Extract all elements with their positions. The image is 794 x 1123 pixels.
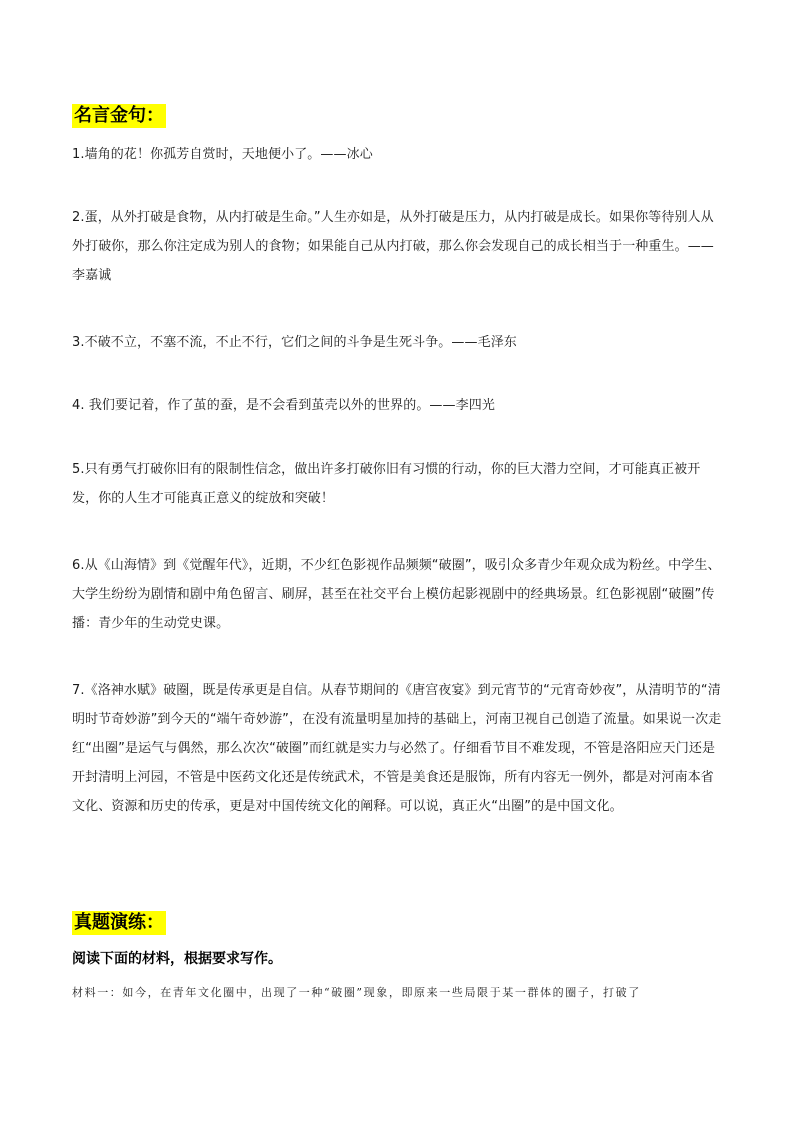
section-title-practice: 真题演练： <box>74 912 164 933</box>
quote-7: 7.《洛神水赋》破圈，既是传承更是自信。从春节期间的《唐宫夜宴》到元宵节的“元宵奇妙夜”，从清明节的“清明时节奇妙游”到今天的“端午奇妙游”，在没有流量明星加持的基础上，河南卫视自己创造了流量。如果说一次走红“出圈”是运气与偶然，那么次次“破圈”而红就是实力与必然了。仔细看节目不难发现，不管是洛阳应天门还是开封清明上河园，不管是中医药文化还是传统武术，不管是美食还是服饰，所有内容无一例外，都是对河南本省文化、资源和历史的传承，更是对中国传统文化的阐释。可以说，真正火“出圈”的是中国文化。 <box>72 683 722 814</box>
quote-3: 3.不破不立，不塞不流，不止不行，它们之间的斗争是生死斗争。——毛泽东 <box>72 335 517 350</box>
quote-6: 6.从《山海情》到《觉醒年代》，近期，不少红色影视作品频频“破圈”，吸引众多青少年观众成为粉丝。中学生、大学生纷纷为剧情和剧中角色留言、刷屏，甚至在社交平台上模仿起影视剧中的经典场景。红色影视剧“破圈”传播：青少年的生动党史课。 <box>72 558 721 631</box>
material-one-text: 材料一：如今，在青年文化圈中，出现了一种“破圈”现象，即原来一些局限于某一群体的圈子，打破了 <box>72 986 641 999</box>
section-title-quotes: 名言金句： <box>74 105 164 126</box>
quote-2: 2.蛋，从外打破是食物，从内打破是生命。”人生亦如是，从外打破是压力，从内打破是成长。如果你等待别人从外打破你，那么你注定成为别人的食物；如果能自己从内打破，那么你会发现自己的成长相当于一种重生。——李嘉诚 <box>72 210 714 283</box>
writing-instruction: 阅读下面的材料，根据要求写作。 <box>72 951 282 967</box>
quote-1: 1.墙角的花！你孤芳自赏时，天地便小了。——冰心 <box>72 147 373 162</box>
quote-5: 5.只有勇气打破你旧有的限制性信念，做出许多打破你旧有习惯的行动，你的巨大潜力空间，才可能真正被开发，你的人生才可能真正意义的绽放和突破！ <box>72 462 701 506</box>
quote-4: 4. 我们要记着，作了茧的蚕，是不会看到茧壳以外的世界的。——李四光 <box>72 398 495 413</box>
